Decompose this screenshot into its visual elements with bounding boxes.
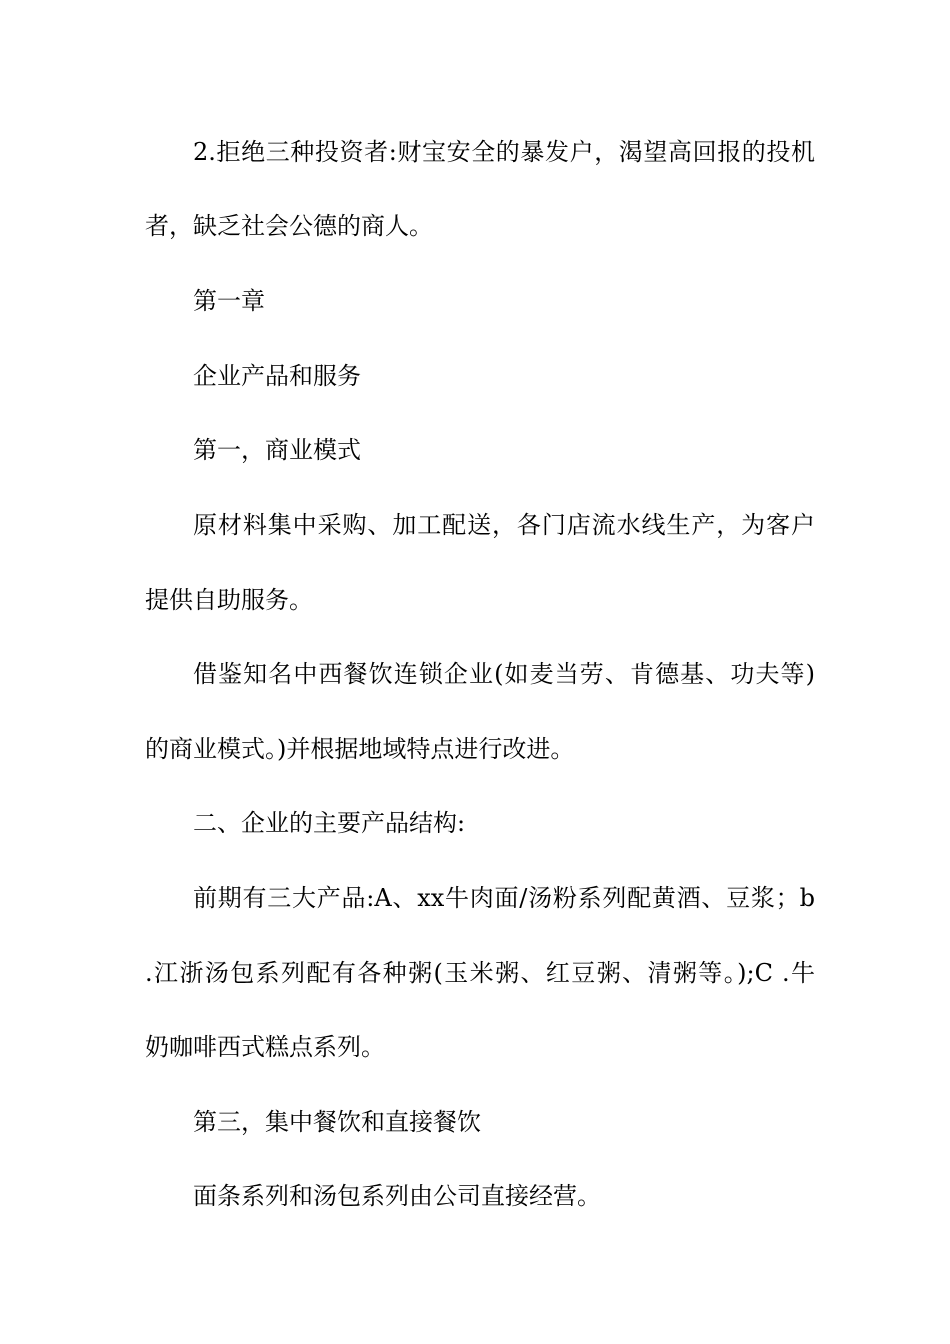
paragraph-line: 的商业模式。)并根据地域特点进行改进。 — [145, 735, 575, 763]
subsection-heading: 第一，商业模式 — [193, 436, 361, 464]
paragraph-line: 者，缺乏社会公德的商人。 — [145, 212, 433, 240]
paragraph-line: 前期有三大产品:A、xx牛肉面/汤粉系列配黄酒、豆浆；b — [193, 884, 815, 912]
subsection-heading: 第三，集中餐饮和直接餐饮 — [193, 1108, 481, 1136]
subsection-heading: 二、企业的主要产品结构: — [193, 809, 466, 837]
paragraph-line: 提供自助服务。 — [145, 586, 313, 614]
paragraph-line: 面条系列和汤包系列由公司直接经营。 — [193, 1182, 601, 1210]
chapter-heading: 第一章 — [193, 287, 265, 315]
paragraph-line: 借鉴知名中西餐饮连锁企业(如麦当劳、肯德基、功夫等) — [193, 660, 815, 688]
paragraph-line: 原材料集中采购、加工配送，各门店流水线生产，为客户 — [193, 511, 815, 539]
paragraph-line: 奶咖啡西式糕点系列。 — [145, 1033, 385, 1061]
paragraph-line: 2.拒绝三种投资者:财宝安全的暴发户，渴望高回报的投机 — [193, 138, 815, 166]
section-heading: 企业产品和服务 — [193, 362, 361, 390]
paragraph-line: .江浙汤包系列配有各种粥(玉米粥、红豆粥、清粥等。);C .牛 — [145, 959, 815, 987]
